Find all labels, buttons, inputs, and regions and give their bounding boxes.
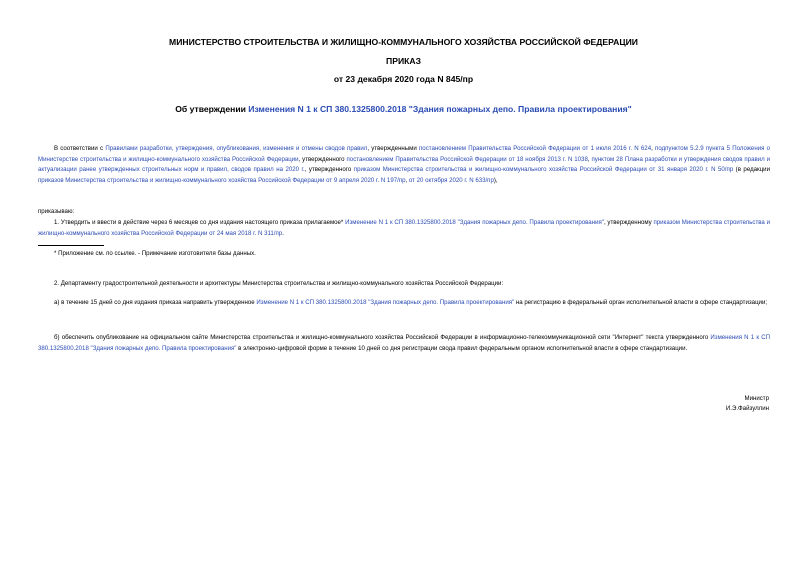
item-2b-text: б) обеспечить опубликование на официальном сайте Министерства строительства и жилищно-коммунального хозяйства Российской Федерации в информационно-телекоммуникационной сети "Интернет" текста утвержденного [54,334,711,341]
item-2: 2. Департаменту градостроительной деятельности и архитектуры Министерства строительства и жилищно-коммунального хозяйства Российской Федерации: [54,280,504,287]
preamble-text: (в редакции [733,166,770,174]
preamble-text: , [405,176,409,184]
signature-position: Министр [744,395,769,402]
signature-name: И.Э.Файзуллин [725,405,769,412]
order-633-link[interactable]: от 20 октября 2020 г. N 633/пр [408,176,494,184]
item-1-text: , утвержденному [603,219,654,226]
item-2a-text: на регистрацию в федеральный орган исполнительной власти в сфере стандартизации; [514,299,768,306]
ministry-heading: МИНИСТЕРСТВО СТРОИТЕЛЬСТВА И ЖИЛИЩНО-КОММУНАЛЬНОГО ХОЗЯЙСТВА РОССИЙСКОЙ ФЕДЕРАЦИИ [169,37,638,47]
preamble-text: , утвержденного [298,155,347,163]
item-2a-text: а) в течение 15 дней со дня издания приказа направить утвержденное [54,299,257,306]
amendment-link[interactable]: Изменение N 1 к СП 380.1325800.2018 "Здания пожарных депо. Правила проектирования" [345,219,604,226]
plan-clause-28-link[interactable]: пунктом 28 Плана разработки и утверждения сводов правил и актуализации ранее утвержденных строительных норм и правил, сводов правил на 2020 г. [38,155,770,174]
doc-title [0,104,807,115]
doc-title-link[interactable]: Изменения N 1 к СП 380.1325800.2018 "Здания пожарных депо. Правила проектирования" [248,104,632,114]
preamble-text: , [651,145,656,152]
amendment-link[interactable]: Изменение N 1 к СП 380.1325800.2018 "Здания пожарных депо. Правила проектирования" [256,299,515,306]
order-50-link[interactable]: приказом Министерства строительства и жилищно-коммунального хозяйства Российской Федерации от 31 января 2020 г. N 50/пр [353,166,734,174]
preamble-text: ), [493,176,498,184]
order-197-link[interactable]: приказов Министерства строительства и жилищно-коммунального хозяйства Российской Федерации от 9 апреля 2020 г. N 197/пр [38,176,406,184]
rules-link[interactable]: Правилами разработки, утверждения, опубликования, изменения и отмены сводов правил [105,145,368,152]
doc-title-prefix: Об утверждении [175,104,249,114]
order-word: приказываю: [38,208,75,215]
footnote-divider [38,245,104,246]
doc-date-number: от 23 декабря 2020 года N 845/пр [333,74,474,84]
item-2b-text: в электронно-цифровой форме в течение 10 дней со дня регистрации свода правил федеральным органом исполнительной власти в сфере стандартизации. [236,344,688,352]
resolution-1038-link[interactable]: постановлением Правительства Российской Федерации от 18 ноября 2013 г. N 1038 [346,155,588,163]
preamble-text: , утвержденного [304,166,354,174]
doc-type-heading: ПРИКАЗ [386,56,421,66]
preamble-text: В соответствии с [54,145,106,152]
item-1-text: 1. Утвердить и ввести в действие через 6 месяцев со дня издания настоящего приказа прилагаемое* [54,219,346,226]
preamble-text: , [587,155,592,163]
resolution-624-link[interactable]: постановлением Правительства Российской Федерации от 1 июля 2016 г. N 624 [419,145,652,152]
preamble-paragraph [38,144,770,186]
item-2b [38,333,770,354]
preamble-text: , утвержденными [367,145,419,152]
regulation-subclause-link[interactable]: подпунктом 5.2.9 пункта 5 Положения о Министерстве строительства и жилищно-коммунального хозяйства Российской Федерации [38,145,771,163]
item-1 [38,218,770,239]
amendment-link[interactable]: Изменения N 1 к СП 380.1325800.2018 "Здания пожарных депо. Правила проектирования" [38,334,770,352]
item-1-text: . [282,229,284,237]
footnote: * Приложение см. по ссылке. - Примечание изготовителя базы данных. [54,250,256,257]
item-2a [38,298,770,309]
order-311-link[interactable]: приказом Министерства строительства и жилищно-коммунального хозяйства Российской Федерации от 24 мая 2018 г. N 311/пр [38,219,771,237]
